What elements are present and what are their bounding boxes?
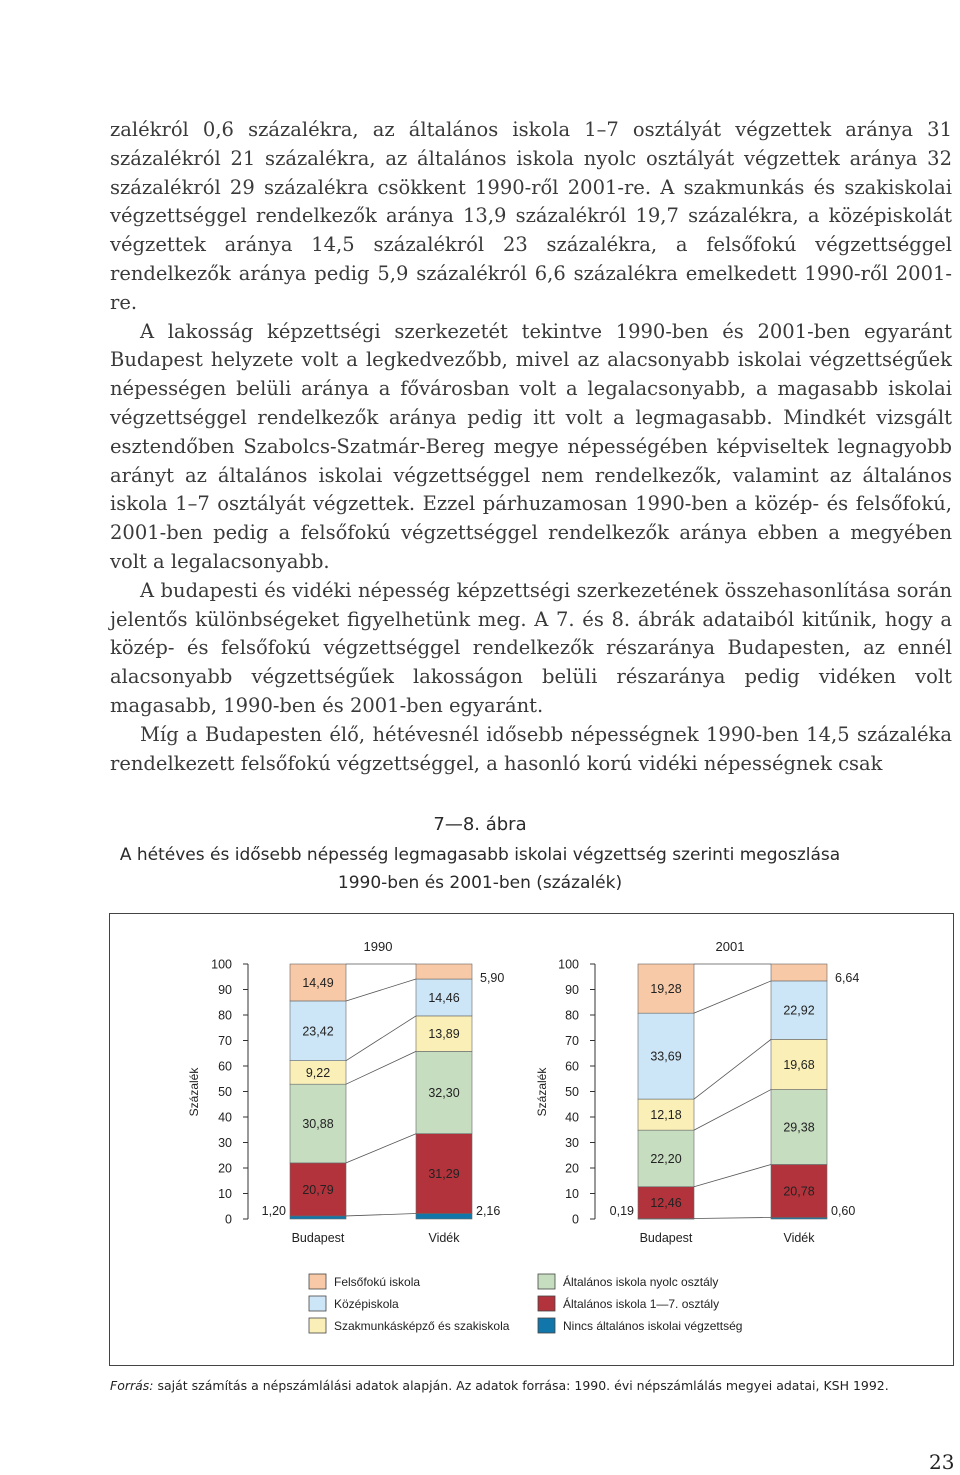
stacked-bar-chart	[110, 914, 953, 1365]
legend-swatch	[309, 1296, 326, 1311]
y-tick-label: 30	[565, 1136, 579, 1150]
data-label: 22,20	[650, 1151, 682, 1166]
y-tick-label: 100	[558, 957, 579, 972]
legend-swatch	[309, 1274, 326, 1289]
y-tick-label: 40	[218, 1110, 232, 1125]
bar-segment	[416, 964, 472, 979]
x-category-label: Budapest	[291, 1231, 345, 1245]
data-label: 12,46	[650, 1196, 682, 1211]
y-tick-label: 60	[565, 1059, 579, 1074]
connector-line	[694, 1039, 771, 1099]
bar-segment	[416, 1213, 472, 1219]
y-tick-label: 20	[565, 1161, 579, 1176]
paragraph-2: A lakosság képzettségi szerkezetét tekintve 1990-ben és 2001-ben egyaránt Budapest helyzete volt a legkedvezőbb, mivel az alacsonyabb iskolai végzettségűek népességen belüli aránya a fővárosban volt a legalacsonyabb, a magasabb iskolai végzettséggel rendelkezők aránya pedig itt volt a legmagasabb. Mindkét vizsgált esztendőben Szabolcs-Szatmár-Bereg megye népességében képviseltek legnagyobb arányt az általános iskolai végzettséggel nem rendelkezők, valamint az általános iskola 1–7 osztályát végzettek. Ezzel párhuzamosan 1990-ben a közép- és felsőfokú, 2001-ben pedig a felsőfokú végzettséggel rendelkezők aránya ebben a megyében volt a legalacsonyabb.	[110, 319, 952, 573]
y-tick-label: 60	[218, 1059, 232, 1074]
legend-label: Nincs általános iskolai végzettség	[563, 1319, 743, 1333]
data-label: 14,46	[428, 990, 460, 1005]
bar-segment	[290, 1216, 346, 1219]
connector-line	[346, 1134, 416, 1163]
y-tick-label: 70	[565, 1034, 579, 1048]
data-label: 23,42	[302, 1024, 334, 1039]
data-label: 22,92	[783, 1003, 815, 1018]
body-text	[110, 116, 952, 778]
legend-swatch	[309, 1318, 326, 1333]
data-label: 31,29	[428, 1167, 460, 1182]
data-label: 1,20	[261, 1204, 286, 1218]
legend-swatch	[538, 1274, 555, 1289]
data-label: 12,18	[650, 1108, 682, 1123]
x-category-label: Budapest	[639, 1231, 693, 1245]
page-number: 23	[929, 1450, 955, 1474]
y-tick-label: 90	[565, 983, 579, 997]
connector-line	[694, 1090, 771, 1131]
panel-year-2001: 2001	[715, 939, 745, 954]
y-tick-label: 10	[565, 1187, 579, 1201]
connector-line	[346, 1016, 416, 1061]
y-tick-label: 100	[211, 957, 232, 972]
data-label: 13,89	[428, 1027, 460, 1042]
data-label: 0,19	[609, 1204, 634, 1218]
data-label: 30,88	[302, 1117, 334, 1132]
y-tick-label: 50	[565, 1085, 579, 1099]
y-axis-label: Százalék	[535, 1067, 549, 1117]
y-tick-label: 10	[218, 1187, 232, 1201]
data-label: 20,79	[302, 1182, 334, 1197]
paragraph-3: A budapesti és vidéki népesség képzettségi szerkezetének összehasonlítása során jelentős különbségeket figyelhetünk meg. A 7. és 8. ábrák adataiból kitűnik, hogy a közép- és felsőfokú végzettséggel rendelkezők részaránya Budapesten, az ennél alacsonyabb végzettségűek lakosságon belüli részaránya pedig vidéken volt magasabb, 1990-ben és 2001-ben egyaránt.	[110, 578, 952, 717]
y-tick-label: 30	[218, 1136, 232, 1150]
y-tick-label: 40	[565, 1110, 579, 1125]
data-label: 2,16	[476, 1204, 501, 1218]
connector-line	[694, 1164, 771, 1186]
data-label: 5,90	[480, 971, 505, 985]
connector-line	[694, 1217, 771, 1218]
y-tick-label: 0	[225, 1212, 232, 1227]
connector-line	[346, 1213, 416, 1215]
paragraph-4: Míg a Budapesten élő, hétévesnél idősebb népességnek 1990-ben 14,5 százaléka rendelkezett felsőfokú végzettséggel, a hasonló korú vidéki népességnek csak	[110, 722, 952, 775]
legend-label: Középiskola	[334, 1297, 399, 1311]
figure-title-line-2: 1990-ben és 2001-ben (százalék)	[337, 873, 623, 893]
panel-year-1990: 1990	[363, 939, 393, 954]
y-tick-label: 90	[218, 983, 232, 997]
legend-label: Szakmunkásképző és szakiskola	[334, 1319, 510, 1333]
legend-swatch	[538, 1318, 555, 1333]
data-label: 20,78	[783, 1184, 815, 1199]
x-category-label: Vidék	[783, 1231, 815, 1245]
data-label: 14,49	[302, 975, 334, 990]
connector-line	[694, 981, 771, 1013]
data-label: 6,64	[835, 971, 860, 985]
data-label: 19,28	[650, 982, 682, 997]
y-tick-label: 70	[218, 1034, 232, 1048]
y-tick-label: 20	[218, 1161, 232, 1176]
legend-label: Általános iskola nyolc osztály	[563, 1275, 719, 1289]
y-axis-label: Százalék	[187, 1067, 201, 1117]
data-label: 0,60	[831, 1204, 856, 1218]
chart-frame	[109, 913, 954, 1366]
bar-segment	[771, 964, 827, 981]
figure-title-line-1: A hétéves és idősebb népesség legmagasabb iskolai végzettség szerinti megoszlása	[119, 845, 841, 865]
data-label: 9,22	[305, 1065, 331, 1080]
y-tick-label: 80	[218, 1008, 232, 1023]
data-label: 29,38	[783, 1120, 815, 1135]
x-category-label: Vidék	[428, 1231, 460, 1245]
connector-line	[346, 979, 416, 1001]
source-label: Forrás:	[110, 1378, 154, 1393]
legend-label: Általános iskola 1—7. osztály	[563, 1297, 720, 1311]
paragraph-1: zalékról 0,6 százalékra, az általános iskola 1–7 osztályát végzettek aránya 31 százalékról 21 százalékra, az általános iskola nyolc osztályát végzettek aránya 32 százalékról 29 százalékra csökkent 1990-ről 2001-re. A szakmunkás és szakiskolai végzettséggel rendelkezők aránya 13,9 százalékról 19,7 százalékra, a középiskolát végzettek aránya 14,5 százalékról 23 százalékra, a felsőfokú végzettséggel rendelkezők aránya pedig 5,9 százalékról 6,6 százalékra emelkedett 1990-ről 2001-re.	[110, 118, 952, 314]
y-tick-label: 50	[218, 1085, 232, 1099]
legend-label: Felsőfokú iskola	[334, 1275, 421, 1289]
source-text: saját számítás a népszámlálási adatok alapján. Az adatok forrása: 1990. évi népszámlálás megyei adatai, KSH 1992.	[153, 1378, 889, 1393]
figure-number: 7—8. ábra	[433, 814, 527, 835]
connector-line	[346, 1051, 416, 1084]
y-tick-label: 80	[565, 1008, 579, 1023]
data-label: 19,68	[783, 1057, 815, 1072]
data-label: 32,30	[428, 1086, 460, 1101]
data-label: 33,69	[650, 1049, 682, 1064]
source-note	[110, 1378, 889, 1393]
y-tick-label: 0	[572, 1212, 579, 1227]
legend-swatch	[538, 1296, 555, 1311]
